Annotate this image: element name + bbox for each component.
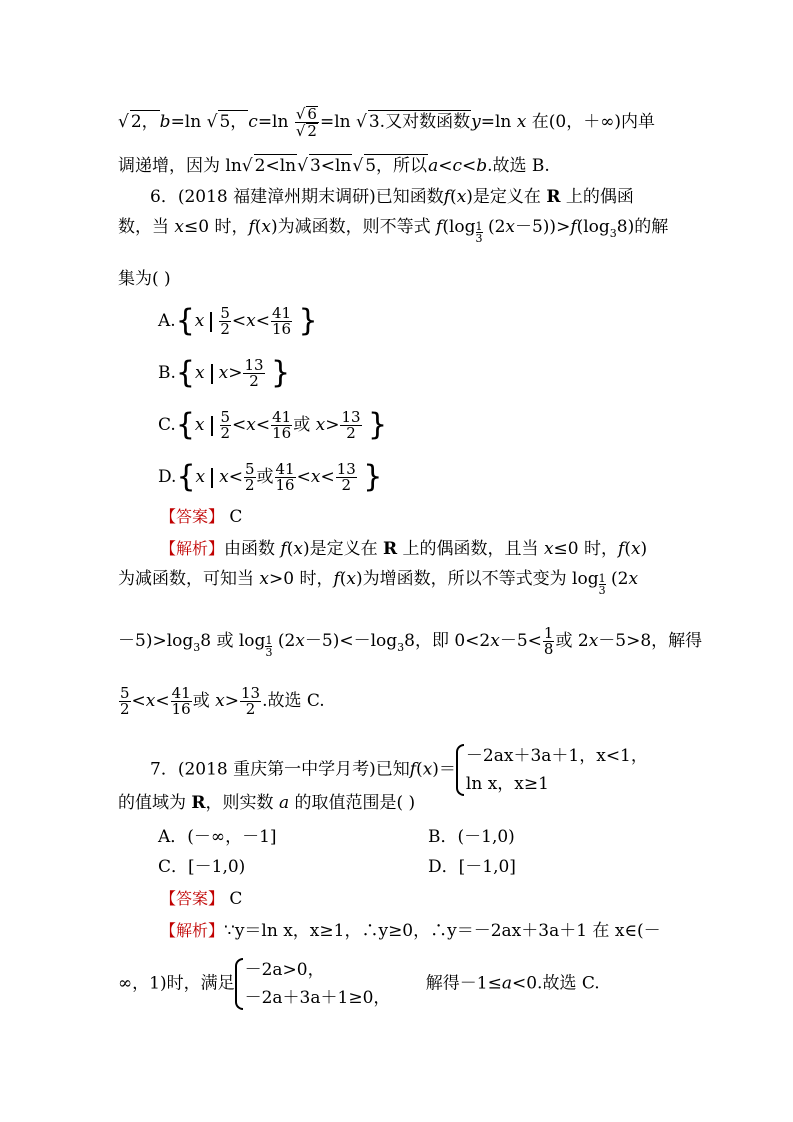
q7-answer: 【答案】 C bbox=[160, 889, 243, 909]
q7-option-c[interactable]: C．[－1,0) bbox=[158, 857, 246, 877]
answer-tag: 【答案】 bbox=[160, 507, 225, 526]
q6-option-b[interactable]: B.{x x> $\frac{13}{2}$ } bbox=[158, 355, 291, 391]
q7-stem-line-1: 7．(2018 重庆第一中学月考)已知f(x)＝ －2ax＋3a＋1，x<1， ln x，x≥1 bbox=[150, 742, 648, 798]
q7-analysis-line-1: 【解析】∵y＝ln x，x≥1，∴y≥0，∴y＝－2ax＋3a＋1 在 x∈(－ bbox=[160, 921, 661, 941]
q6-analysis-line-2: 为减函数，可知当 x>0 时，f(x)为增函数，所以不等式变为 log $\frac{1}{3}$ (2x bbox=[118, 569, 639, 597]
q6-analysis-line-1: 【解析】由函数 f(x)是定义在 R 上的偶函数，且当 x≤0 时，f(x) bbox=[160, 539, 648, 559]
piecewise-function: －2ax＋3a＋1，x<1， ln x，x≥1 bbox=[456, 742, 648, 798]
prev-solution-line-1: √ 2，b=ln √ 5，c=ln $\frac{√ 6}{√ 2}$ =ln √ 3.又对数函数y=ln x 在(0，＋∞)内单 bbox=[118, 105, 655, 140]
q6-analysis-line-4: $\frac{5}{2}$ <x< $\frac{41}{16}$ 或 x> $\frac{13}{2}$ .故选 C. bbox=[120, 684, 325, 718]
q6-stem-line-2: 数，当 x≤0 时，f(x)为减函数，则不等式 f(log $\frac{1}{3}$ $(2x-5))>f(\log_38)$的解 bbox=[118, 217, 669, 245]
q7-analysis-line-2: ∞，1)时，满足 －2a>0， －2a＋3a＋1≥0， 解得－1≤a<0.故选 C. bbox=[118, 956, 600, 1012]
answer-tag: 【答案】 bbox=[160, 889, 225, 908]
q6-analysis-line-3: $-5)>\log_38$ 或 log $\frac{1}{3}$ $(2x-5)<-\log_38$，即 0<2x－5< $\frac{1}{8}$ 或 2x－5>8，解得 bbox=[118, 624, 703, 659]
q7-option-b[interactable]: B．(－1,0) bbox=[428, 827, 515, 847]
analysis-tag: 【解析】 bbox=[160, 921, 225, 940]
q7-option-a[interactable]: A．(－∞，－1] bbox=[158, 827, 277, 847]
analysis-tag: 【解析】 bbox=[160, 539, 225, 558]
inequality-system: －2a>0， －2a＋3a＋1≥0， bbox=[235, 956, 391, 1012]
q6-stem-line-3: 集为( ) bbox=[118, 269, 171, 289]
q6-option-c[interactable]: C.{x $\frac{5}{2}$ <x< $\frac{41}{16}$ 或 x> $\frac{13}{2}$ } bbox=[158, 407, 388, 443]
q7-option-d[interactable]: D．[－1,0] bbox=[428, 857, 516, 877]
q7-stem-line-2: 的值域为 R，则实数 a 的取值范围是( ) bbox=[118, 793, 416, 813]
q6-stem-line-1: 6．(2018 福建漳州期末调研)已知函数f(x)是定义在 R 上的偶函 bbox=[150, 187, 634, 207]
q6-option-a[interactable]: A.{x $\frac{5}{2}$ <x< $\frac{41}{16}$ } bbox=[158, 303, 318, 339]
q6-answer: 【答案】 C bbox=[160, 507, 243, 527]
q6-option-d[interactable]: D.{x x< $\frac{5}{2}$ 或 $\frac{41}{16}$ <x< $\frac{13}{2}$ } bbox=[158, 459, 383, 495]
prev-solution-line-2: 调递增，因为 ln√ 2<ln√ 3<ln√ 5，所以a<c<b.故选 B. bbox=[118, 156, 550, 176]
